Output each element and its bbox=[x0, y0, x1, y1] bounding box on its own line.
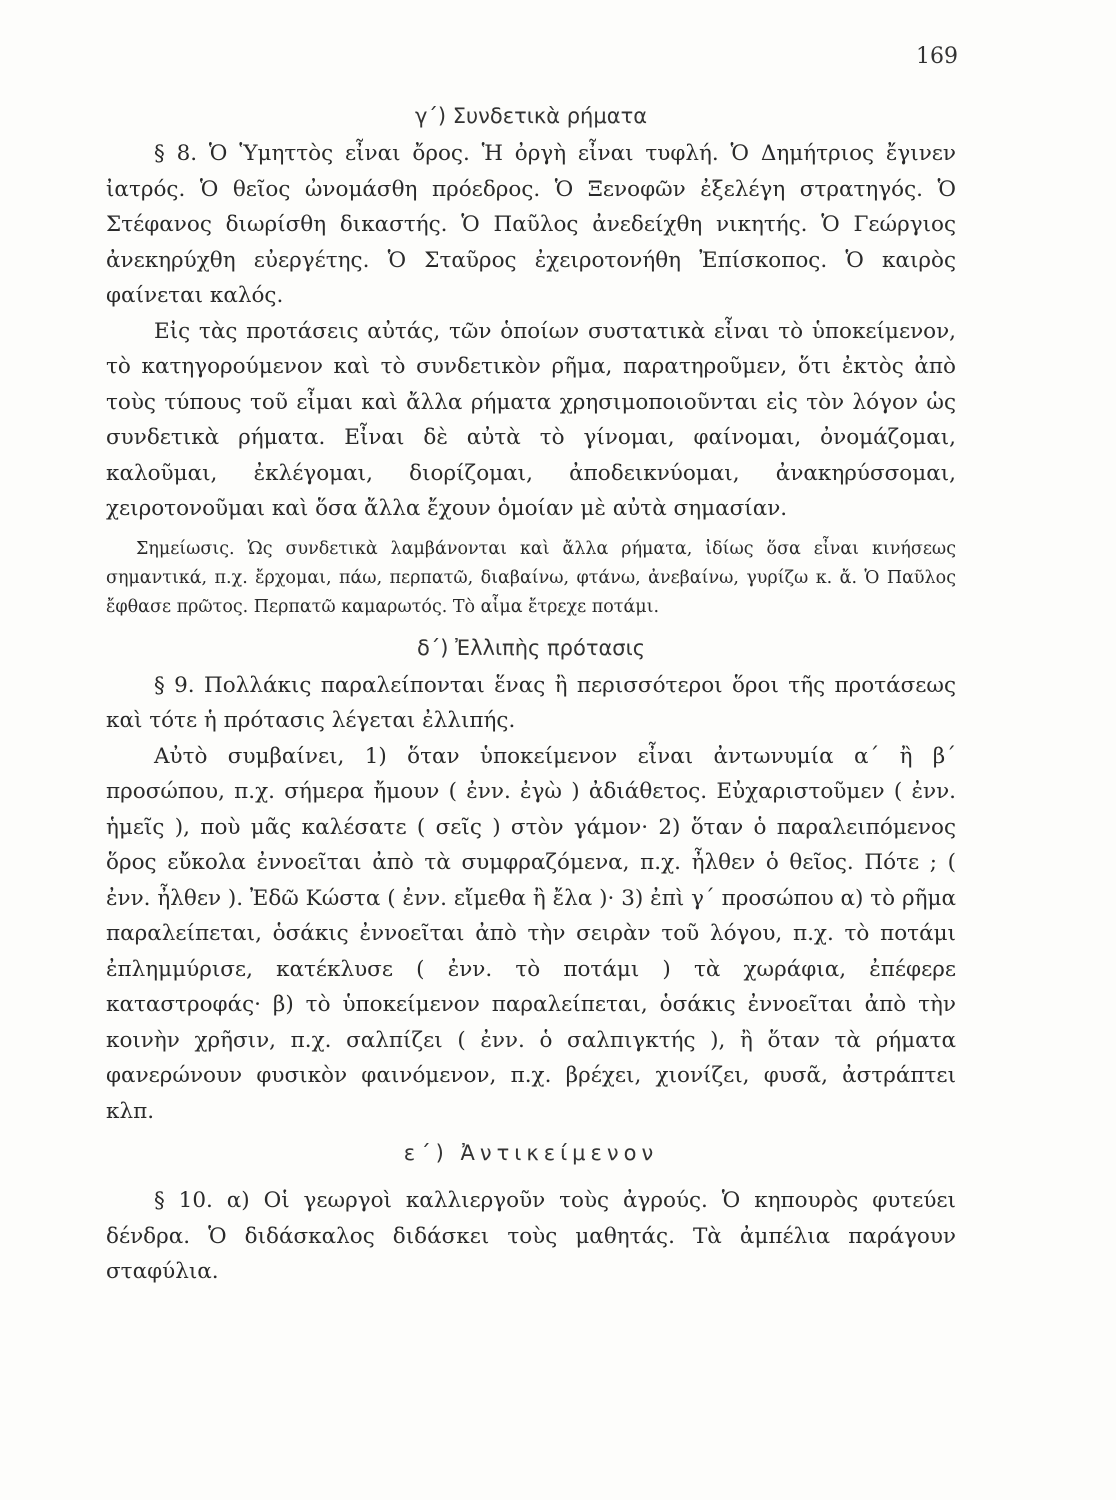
heading-epsilon: ε΄) Ἀντικείμενον bbox=[403, 1141, 659, 1165]
paragraph-8: § 8. Ὁ Ὑμηττὸς εἶναι ὄρος. Ἡ ὀργὴ εἶναι τυφλή. Ὁ Δημήτριος ἔγινεν ἰατρός. Ὁ θεῖος ὠνομάσθη πρόεδρος. Ὁ Ξενοφῶν ἐξελέγη στρατηγός. Ὁ Στέφανος διωρίσθη δικαστής. Ὁ Παῦλος ἀνεδείχθη νικητής. Ὁ Γεώργιος ἀνεκηρύχθη εὐεργέτης. Ὁ Σταῦρος ἐχειροτονήθη Ἐπίσκοπος. Ὁ καιρὸς φαίνεται καλός. bbox=[106, 141, 956, 308]
note-paragraph: Σημείωσις. Ὡς συνδετικὰ λαμβάνονται καὶ ἄλλα ρήματα, ἰδίως ὅσα εἶναι κινήσεως σημαντικά, π.χ. ἔρχομαι, πάω, περπατῶ, διαβαίνω, φτάνω, ἀνεβαίνω, γυρίζω κ. ἄ. Ὁ Παῦλος ἔφθασε πρῶτος. Περπατῶ καμαρωτός. Τὸ αἷμα ἔτρεχε ποτάμι. bbox=[106, 538, 956, 617]
page-number: 169 bbox=[916, 44, 958, 69]
paragraph-10: § 10. α) Οἱ γεωργοὶ καλλιεργοῦν τοὺς ἀγρούς. Ὁ κηπουρὸς φυτεύει δένδρα. Ὁ διδάσκαλος διδάσκει τοὺς μαθητάς. Τὰ ἀμπέλια παράγουν σταφύλια. bbox=[106, 1188, 956, 1284]
heading-gamma: γ΄) Συνδετικὰ ρήματα bbox=[414, 104, 648, 128]
paragraph-9-explanation: Αὐτὸ συμβαίνει, 1) ὅταν ὑποκείμενον εἶναι ἀντωνυμία α΄ ἢ β΄ προσώπου, π.χ. σήμερα ἤμουν ( ἐνν. ἐγὼ ) ἀδιάθετος. Εὐχαριστοῦμεν ( ἐνν. ἡμεῖς ), ποὺ μᾶς καλέσατε ( σεῖς ) στὸν γάμον· 2) ὅταν ὁ παραλειπόμενος ὅρος εὔκολα ἐννοεῖται ἀπὸ τὰ συμφραζόμενα, π.χ. ἦλθεν ὁ θεῖος. Πότε ; ( ἐνν. ἦλθεν ). Ἐδῶ Κώστα ( ἐνν. εἴμεθα ἢ ἔλα )· 3) ἐπὶ γ΄ προσώπου α) τὸ ρῆμα παραλείπεται, ὁσάκις ἐννοεῖται ἀπὸ τὴν σειρὰν τοῦ λόγου, π.χ. τὸ ποτάμι ἐπλημμύρισε, κατέκλυσε ( ἐνν. τὸ ποτάμι ) τὰ χωράφια, ἐπέφερε καταστροφάς· β) τὸ ὑποκείμενον παραλείπεται, ὁσάκις ἐννοεῖται ἀπὸ τὴν κοινὴν χρῆσιν, π.χ. σαλπίζει ( ἐνν. ὁ σαλπιγκτής ), ἢ ὅταν τὰ ρήματα φανερώνουν φυσικὸν φαινόμενον, π.χ. βρέχει, χιονίζει, φυσᾶ, ἀστράπτει κλπ. bbox=[106, 743, 956, 1124]
paragraph-9: § 9. Πολλάκις παραλείπονται ἕνας ἢ περισσότεροι ὅροι τῆς προτάσεως καὶ τότε ἡ πρότασις λέγεται ἐλλιπής. bbox=[106, 672, 956, 733]
paragraph-8-explanation: Εἰς τὰς προτάσεις αὐτάς, τῶν ὁποίων συστατικὰ εἶναι τὸ ὑποκείμενον, τὸ κατηγορούμενον καὶ τὸ συνδετικὸν ρῆμα, παρατηροῦμεν, ὅτι ἐκτὸς ἀπὸ τοὺς τύπους τοῦ εἶμαι καὶ ἄλλα ρήματα χρησιμοποιοῦνται εἰς τὸν λόγον ὡς συνδετικὰ ρήματα. Εἶναι δὲ αὐτὰ τὸ γίνομαι, φαίνομαι, ὀνομάζομαι, καλοῦμαι, ἐκλέγομαι, διορίζομαι, ἀποδεικνύομαι, ἀνακηρύσσομαι, χειροτονοῦμαι καὶ ὅσα ἄλλα ἔχουν ὁμοίαν μὲ αὐτὰ σημασίαν. bbox=[106, 318, 956, 521]
heading-delta: δ΄) Ἐλλιπὴς πρότασις bbox=[416, 635, 646, 660]
page-content bbox=[106, 96, 956, 1290]
